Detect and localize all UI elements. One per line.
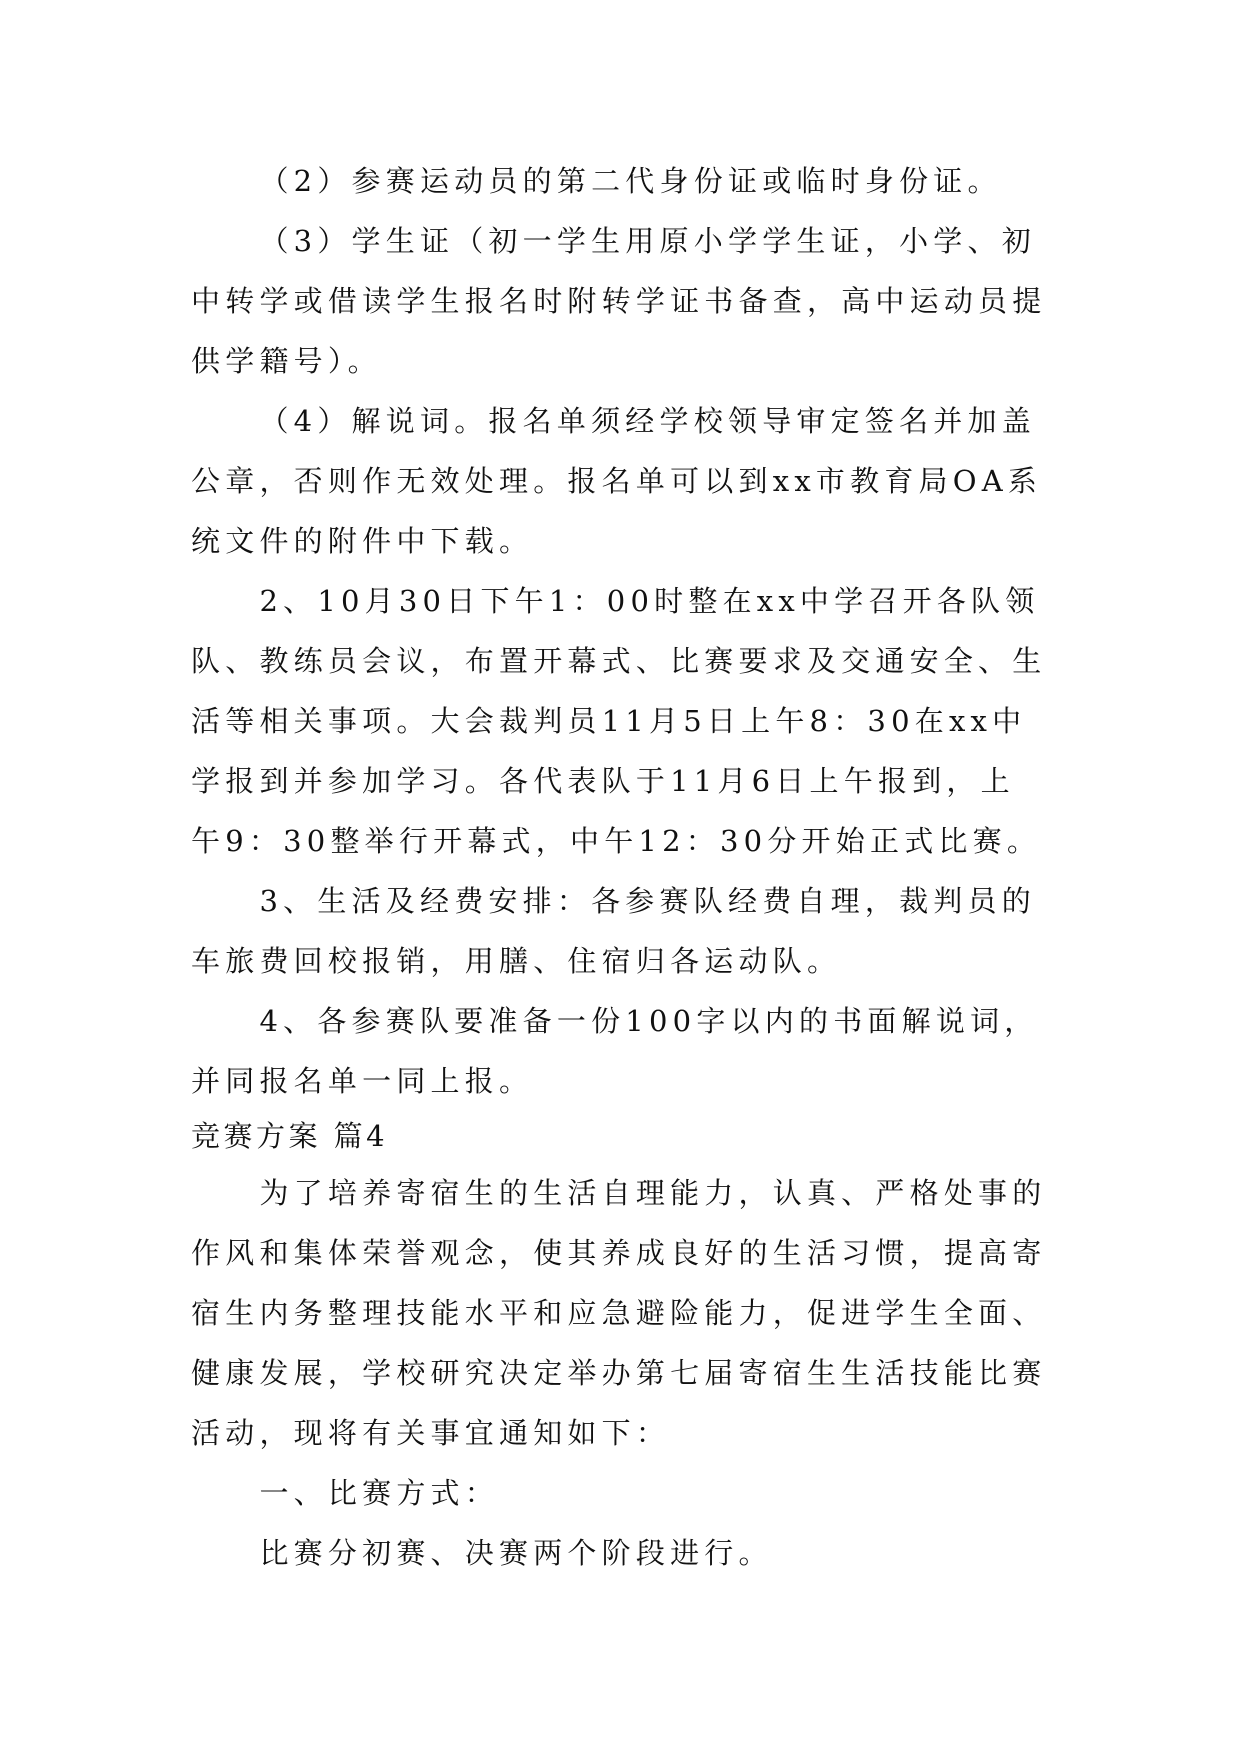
paragraph-id-card: （2）参赛运动员的第二代身份证或临时身份证。 — [259, 164, 1002, 198]
paragraph-meeting-schedule: 2、10月30日下午1：00时整在xx中学召开各队领队、教练员会议，布置开幕式、比赛要求及交通安全、生活等相关事项。大会裁判员11月5日上午8：30在xx中学报到并参加学习。各代表队于11月6日上午报到，上午9：30整举行开幕式，中午12：30分开始正式比赛。 — [191, 584, 1047, 858]
paragraph-student-card: （3）学生证（初一学生用原小学学生证，小学、初中转学或借读学生报名时附转学证书备查，高中运动员提供学籍号）。 — [191, 224, 1047, 378]
paragraph-competition-method-title: 一、比赛方式： — [259, 1476, 499, 1510]
paragraph-purpose: 为了培养寄宿生的生活自理能力，认真、严格处事的作风和集体荣誉观念，使其养成良好的生活习惯，提高寄宿生内务整理技能水平和应急避险能力，促进学生全面、健康发展，学校研究决定举办第七届寄宿生生活技能比赛活动，现将有关事宜通知如下： — [191, 1176, 1047, 1450]
paragraph-competition-stages: 比赛分初赛、决赛两个阶段进行。 — [259, 1536, 773, 1570]
paragraph-written-commentary: 4、各参赛队要准备一份100字以内的书面解说词，并同报名单一同上报。 — [191, 1004, 1039, 1098]
document-body — [191, 151, 1049, 1583]
paragraph-commentary: （4）解说词。报名单须经学校领导审定签名并加盖公章，否则作无效处理。报名单可以到xx市教育局OA系统文件的附件中下载。 — [191, 404, 1043, 558]
paragraph-expenses: 3、生活及经费安排：各参赛队经费自理，裁判员的车旅费回校报销，用膳、住宿归各运动队。 — [191, 884, 1036, 978]
section-heading: 竞赛方案 篇4 — [191, 1119, 389, 1153]
